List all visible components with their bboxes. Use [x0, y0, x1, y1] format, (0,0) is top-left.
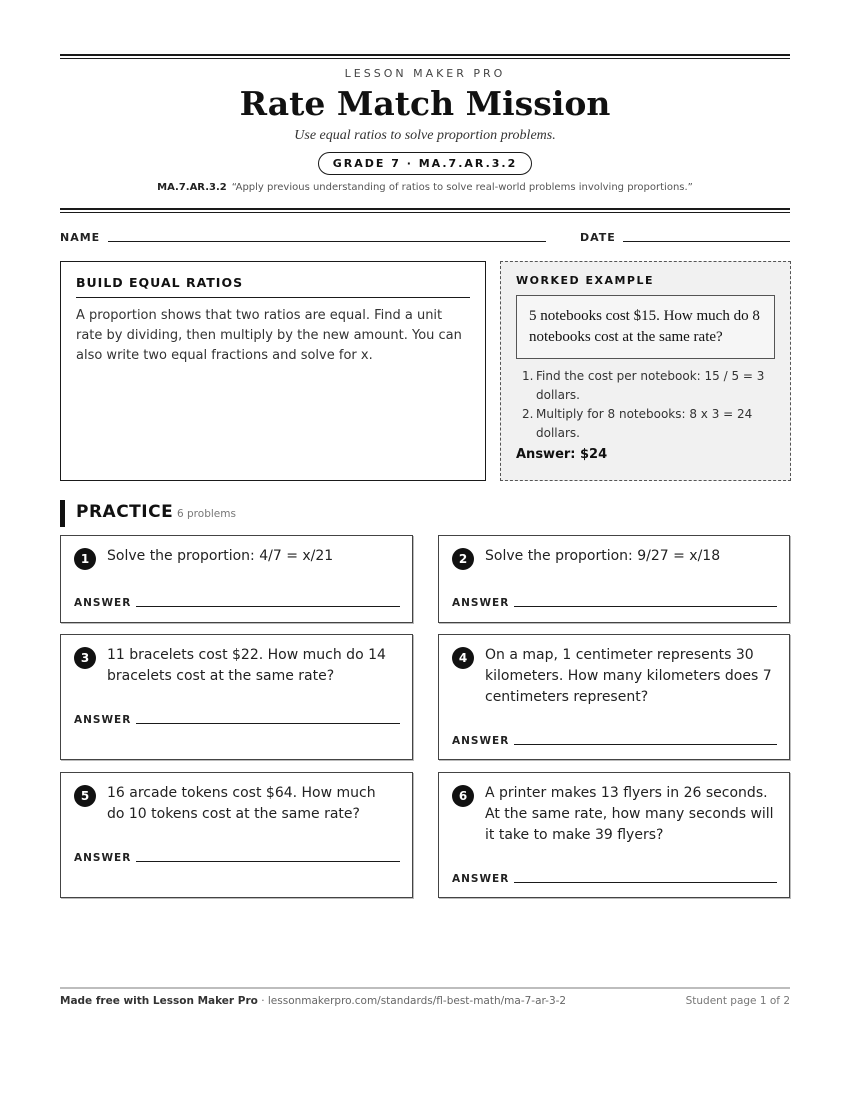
example-problem: 5 notebooks cost $15. How much do 8 notebooks cost at the same rate?: [516, 295, 775, 359]
footer-rule: [60, 987, 790, 989]
answer-label: ANSWER: [452, 873, 510, 885]
answer-label: ANSWER: [74, 597, 132, 609]
answer-line[interactable]: [514, 744, 777, 745]
intro-box: [60, 261, 486, 481]
problem-number-badge: 4: [452, 647, 474, 669]
problem-text: On a map, 1 centimeter represents 30 kilometers. How many kilometers does 7 centimeters represent?: [485, 647, 772, 705]
standard-line: [60, 182, 790, 193]
problem-card: [438, 634, 790, 760]
brand-name: LESSON MAKER PRO: [344, 67, 506, 80]
answer-line[interactable]: [514, 606, 777, 607]
problem-card: [60, 634, 413, 760]
problem-number-badge: 1: [74, 548, 96, 570]
practice-count: 6 problems: [177, 508, 236, 520]
answer-label: ANSWER: [452, 735, 510, 747]
answer-line[interactable]: [136, 723, 400, 724]
worksheet-subtitle: Use equal ratios to solve proportion problems.: [294, 128, 556, 143]
problem-text: Solve the proportion: 9/27 = x/18: [485, 548, 721, 564]
intro-heading: BUILD EQUAL RATIOS: [76, 275, 470, 298]
example-answer: Answer: $24: [516, 447, 608, 462]
standard-text: “Apply previous understanding of ratios to solve real-world problems involving proportions.”: [231, 182, 693, 193]
date-field-line[interactable]: [623, 241, 790, 242]
worksheet-page: [60, 0, 790, 1100]
answer-label: ANSWER: [74, 852, 132, 864]
intro-text: A proportion shows that two ratios are equal. Find a unit rate by dividing, then multiply by the new amount. You can also write two equal fractions and solve for x.: [76, 308, 462, 363]
problem-text: Solve the proportion: 4/7 = x/21: [107, 548, 334, 564]
footer-url[interactable]: lessonmakerpro.com/standards/fl-best-math/ma-7-ar-3-2: [267, 995, 567, 1007]
answer-line[interactable]: [136, 606, 400, 607]
worked-example-box: [500, 261, 791, 481]
answer-line[interactable]: [514, 882, 777, 883]
name-label: NAME: [60, 231, 101, 244]
header-bottom-rule: [60, 208, 790, 213]
practice-accent-bar: [60, 500, 65, 527]
example-steps: [516, 367, 775, 443]
answer-label: ANSWER: [452, 597, 510, 609]
footer-page-label: Student page 1 of 2: [685, 995, 790, 1007]
problem-card: [60, 535, 413, 623]
example-step: 1. Find the cost per notebook: 15 / 5 = 3 dollars.: [522, 369, 765, 402]
problem-card: [438, 772, 790, 898]
grade-badge: GRADE 7 · MA.7.AR.3.2: [318, 152, 533, 175]
problem-number-badge: 6: [452, 785, 474, 807]
date-label: DATE: [580, 231, 616, 244]
problem-text: 11 bracelets cost $22. How much do 14 bracelets cost at the same rate?: [107, 647, 386, 684]
problem-card: [438, 535, 790, 623]
practice-title: PRACTICE: [76, 502, 174, 522]
footer-made-with: Made free with Lesson Maker Pro: [60, 995, 258, 1007]
problem-number-badge: 3: [74, 647, 96, 669]
worksheet-title: Rate Match Mission: [239, 84, 611, 123]
footer-credit: Made free with Lesson Maker Pro · lessonmakerpro.com/standards/fl-best-math/ma-7-ar-3-2: [60, 995, 567, 1007]
answer-label: ANSWER: [74, 714, 132, 726]
example-heading: WORKED EXAMPLE: [516, 274, 654, 287]
problem-number-badge: 2: [452, 548, 474, 570]
example-step: 2. Multiply for 8 notebooks: 8 x 3 = 24 dollars.: [522, 407, 753, 440]
header-top-rule: [60, 54, 790, 59]
answer-line[interactable]: [136, 861, 400, 862]
name-field-line[interactable]: [108, 241, 546, 242]
standard-code: MA.7.AR.3.2: [157, 182, 227, 193]
problem-text: A printer makes 13 flyers in 26 seconds. At the same rate, how many seconds will it take to make 39 flyers?: [485, 785, 774, 843]
problem-card: [60, 772, 413, 898]
problem-number-badge: 5: [74, 785, 96, 807]
problem-text: 16 arcade tokens cost $64. How much do 10 tokens cost at the same rate?: [107, 785, 376, 822]
